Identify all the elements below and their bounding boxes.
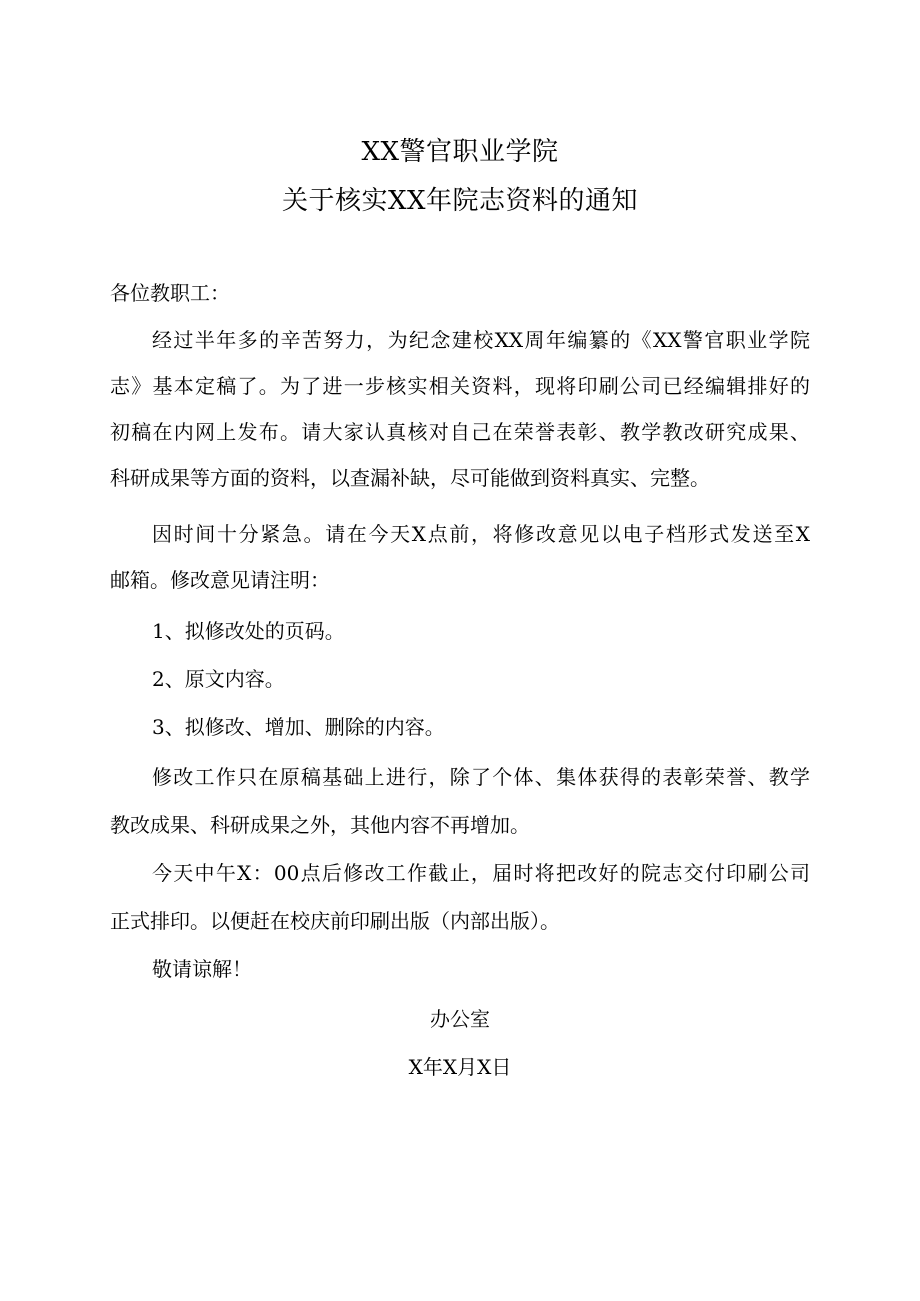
paragraph-line: 因时间十分紧急。请在今天X点前，将修改意见以电子档形式发送至X [152, 522, 810, 546]
document-title: XX警官职业学院 [361, 137, 559, 167]
paragraph-line: 正式排印。以便赶在校庆前印刷出版（内部出版）。 [110, 909, 560, 933]
document-subtitle: 关于核实XX年院志资料的通知 [281, 186, 639, 216]
closing-remark: 敬请谅解！ [152, 957, 252, 981]
paragraph-line: 志》基本定稿了。为了进一步核实相关资料，现将印刷公司已经编辑排好的 [110, 374, 810, 398]
paragraph-line: 科研成果等方面的资料，以查漏补缺，尽可能做到资料真实、完整。 [110, 466, 710, 490]
list-item: 2、原文内容。 [152, 667, 285, 691]
paragraph-line: 教改成果、科研成果之外，其他内容不再增加。 [110, 813, 530, 837]
list-item: 1、拟修改处的页码。 [152, 619, 345, 643]
list-item: 3、拟修改、增加、删除的内容。 [152, 715, 445, 739]
paragraph-line: 初稿在内网上发布。请大家认真核对自己在荣誉表彰、教学教改研究成果、 [110, 420, 810, 444]
paragraph-line: 修改工作只在原稿基础上进行，除了个体、集体获得的表彰荣誉、教学 [152, 765, 810, 789]
paragraph-line: 经过半年多的辛苦努力，为纪念建校XX周年编纂的《XX警官职业学院 [152, 328, 810, 352]
paragraph-line: 邮箱。修改意见请注明： [110, 568, 330, 592]
salutation: 各位教职工： [110, 281, 230, 305]
paragraph-line: 今天中午X：00点后修改工作截止，届时将把改好的院志交付印刷公司 [152, 861, 810, 885]
signature: 办公室 [430, 1007, 490, 1031]
document-date: X年X月X日 [408, 1055, 512, 1079]
